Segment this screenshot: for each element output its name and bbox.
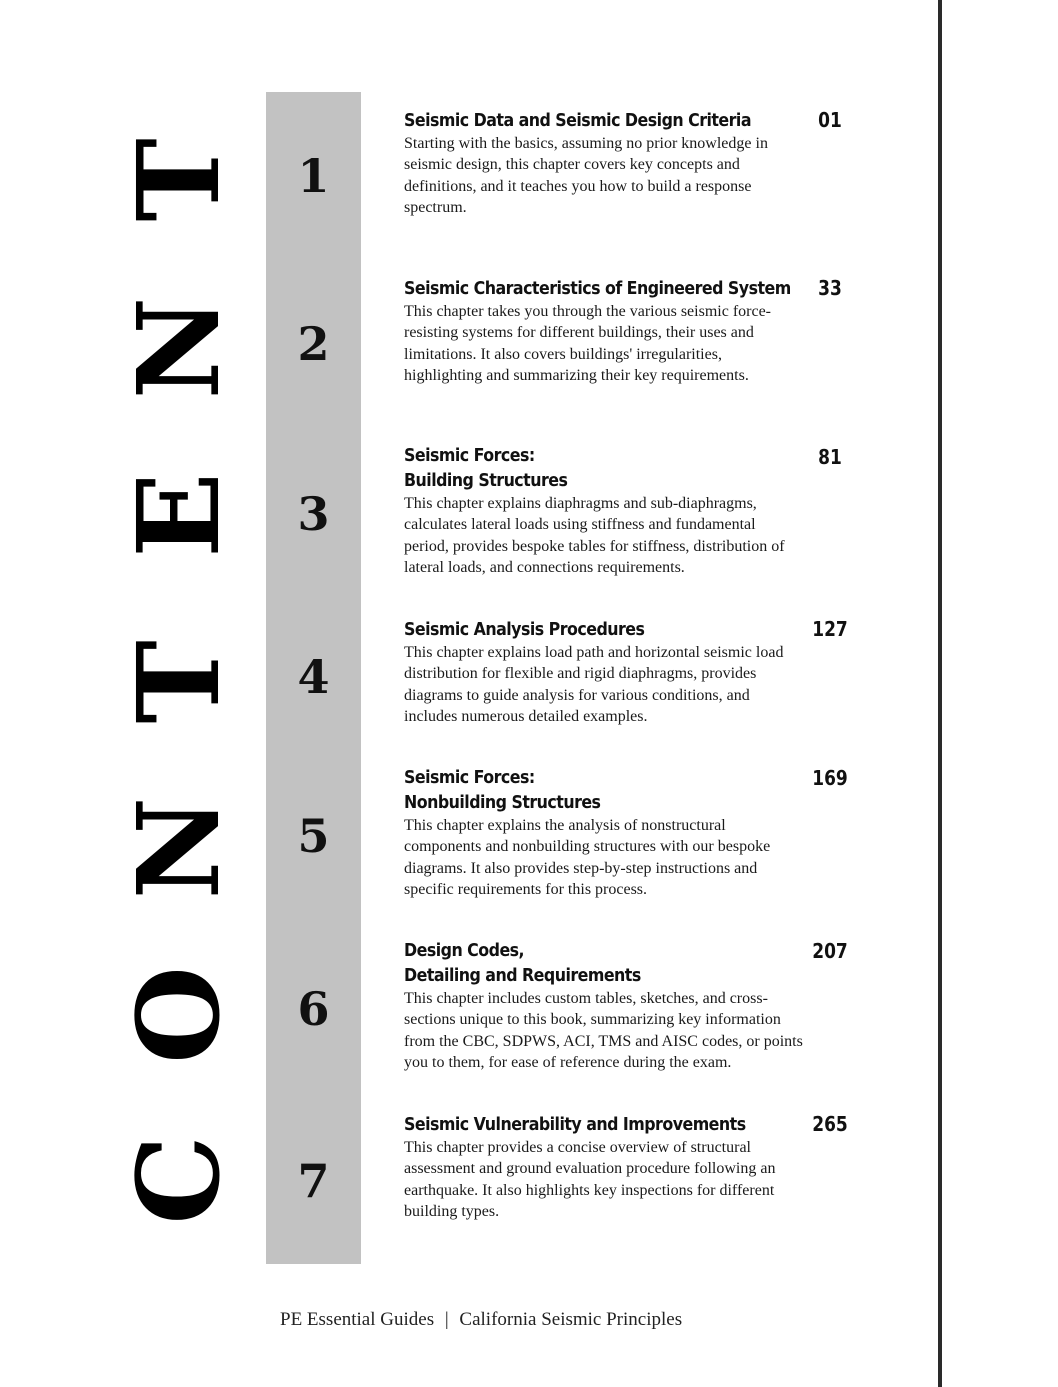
chapter-number: 5 — [297, 809, 330, 863]
chapter-title: Seismic Vulnerability and Improvements — [404, 1114, 746, 1135]
footer-separator: | — [444, 1309, 449, 1330]
chapter-description: This chapter includes custom tables, sketches, and cross-sections unique to this book, summarizing key information from the CBC, SDPWS, ACI, TMS and AISC codes, or points you to them, for ease of reference during the exam. — [404, 990, 803, 1071]
title-letter-n: N — [114, 296, 245, 400]
chapter-page-number: 127 — [812, 617, 848, 641]
chapter-page-number: 33 — [818, 276, 842, 300]
chapter-title-line2: Detailing and Requirements — [404, 965, 641, 986]
chapter-number: 4 — [297, 650, 330, 704]
chapter-entry-6[interactable] — [404, 938, 804, 1073]
chapter-description: This chapter provides a concise overview of structural assessment and ground evaluation procedure following an earthquake. It also highlights key inspections for different building types. — [404, 1139, 776, 1220]
page-edge-line — [938, 0, 942, 1387]
chapter-number: 3 — [297, 487, 330, 541]
chapter-number: 6 — [297, 982, 330, 1036]
chapter-title: Seismic Characteristics of Engineered System — [404, 278, 791, 299]
chapter-page-number: 265 — [812, 1112, 848, 1136]
chapter-description: Starting with the basics, assuming no prior knowledge in seismic design, this chapter covers key concepts and definitions, and it teaches you how to build a response spectrum. — [404, 135, 768, 216]
chapter-title: Design Codes, — [404, 940, 525, 961]
chapter-number: 1 — [297, 149, 330, 203]
chapter-number: 2 — [297, 317, 330, 371]
title-letter-c: C — [114, 1135, 245, 1225]
page-footer — [280, 1309, 682, 1331]
chapter-entry-1[interactable] — [404, 108, 804, 218]
title-letter-e: E — [114, 472, 245, 558]
title-letter-n: N — [114, 796, 245, 900]
chapter-entry-4[interactable] — [404, 617, 804, 727]
chapter-title-line2: Building Structures — [404, 470, 568, 491]
chapter-title: Seismic Forces: — [404, 767, 535, 788]
chapter-description: This chapter explains load path and horizontal seismic load distribution for flexible and rigid diaphragms, provides diagrams to guide analysis for various conditions, and includes numerous detailed examples. — [404, 644, 784, 725]
chapter-entry-5[interactable] — [404, 765, 804, 900]
vertical-title-content — [110, 120, 250, 1230]
chapter-number: 7 — [297, 1154, 330, 1208]
chapter-page-number: 169 — [812, 766, 848, 790]
chapter-entry-3[interactable] — [404, 443, 804, 578]
chapter-title: Seismic Forces: — [404, 445, 535, 466]
chapter-title: Seismic Analysis Procedures — [404, 619, 645, 640]
chapter-description: This chapter takes you through the various seismic force-resisting systems for different buildings, their uses and limitations. It also covers buildings' irregularities, highlighting and summarizing their key requirements. — [404, 303, 771, 384]
chapter-entry-7[interactable] — [404, 1112, 804, 1222]
chapter-page-number: 207 — [812, 939, 848, 963]
title-letter-t: T — [114, 640, 245, 724]
title-letter-o: O — [114, 966, 245, 1064]
footer-series-name: PE Essential Guides — [280, 1309, 435, 1330]
chapter-page-number: 01 — [818, 108, 842, 132]
chapter-description: This chapter explains diaphragms and sub-diaphragms, calculates lateral loads using stiffness and fundamental period, provides bespoke tables for stiffness, distribution of lateral loads, and connections requirements. — [404, 495, 785, 576]
chapter-description: This chapter explains the analysis of nonstructural components and nonbuilding structures with our bespoke diagrams. It also provides step-by-step instructions and specific requirements for this process. — [404, 817, 771, 898]
chapter-title-line2: Nonbuilding Structures — [404, 792, 601, 813]
title-letter-t: T — [114, 138, 245, 222]
chapter-entry-2[interactable] — [404, 276, 804, 386]
chapter-title: Seismic Data and Seismic Design Criteria — [404, 110, 752, 131]
chapter-page-number: 81 — [818, 445, 842, 469]
footer-book-title: California Seismic Principles — [459, 1309, 683, 1330]
